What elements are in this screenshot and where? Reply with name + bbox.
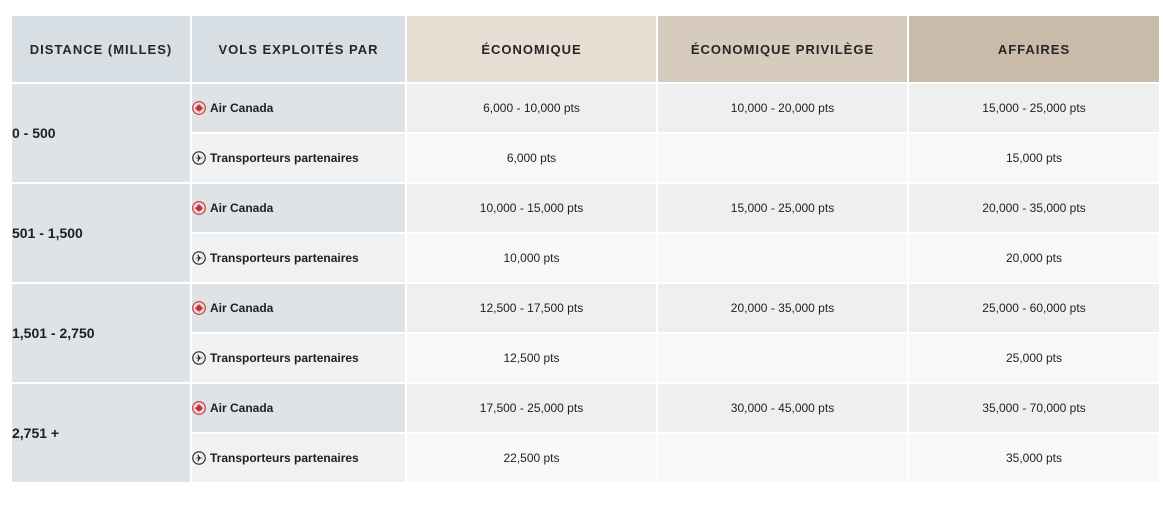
maple-leaf-icon [192,201,206,215]
award-chart-body [11,83,1160,483]
business-points: 15,000 pts [908,133,1160,183]
operator-cell [191,233,406,283]
table-row [11,183,1160,233]
maple-leaf-icon [192,301,206,315]
business-points: 20,000 pts [908,233,1160,283]
premium-economy-points: 20,000 - 35,000 pts [657,283,908,333]
economy-points: 6,000 pts [406,133,657,183]
distance-cell: 1,501 - 2,750 [11,283,191,383]
economy-points: 10,000 pts [406,233,657,283]
business-points: 25,000 pts [908,333,1160,383]
economy-points: 17,500 - 25,000 pts [406,383,657,433]
operator-cell [191,383,406,433]
economy-points: 12,500 - 17,500 pts [406,283,657,333]
business-points: 25,000 - 60,000 pts [908,283,1160,333]
premium-economy-points: 30,000 - 45,000 pts [657,383,908,433]
award-chart-table [10,14,1161,484]
economy-points: 6,000 - 10,000 pts [406,83,657,133]
distance-cell: 501 - 1,500 [11,183,191,283]
table-row [11,83,1160,133]
maple-leaf-icon [192,101,206,115]
header-premium-economy: ÉCONOMIQUE PRIVILÈGE [657,15,908,83]
header-economy: ÉCONOMIQUE [406,15,657,83]
header-business: AFFAIRES [908,15,1160,83]
economy-points: 10,000 - 15,000 pts [406,183,657,233]
operator-cell [191,133,406,183]
plane-circle-icon [192,151,206,165]
operator-cell [191,183,406,233]
premium-economy-points [657,433,908,483]
premium-economy-points [657,333,908,383]
premium-economy-points [657,133,908,183]
premium-economy-points [657,233,908,283]
operator-label: Transporteurs partenaires [210,351,359,365]
operator-label: Transporteurs partenaires [210,151,359,165]
operator-label: Air Canada [210,301,274,315]
operator-label: Air Canada [210,201,274,215]
operator-cell [191,83,406,133]
business-points: 20,000 - 35,000 pts [908,183,1160,233]
plane-circle-icon [192,451,206,465]
economy-points: 12,500 pts [406,333,657,383]
header-operated-by: VOLS EXPLOITÉS PAR [191,15,406,83]
distance-cell: 0 - 500 [11,83,191,183]
operator-cell [191,433,406,483]
plane-circle-icon [192,251,206,265]
operator-label: Transporteurs partenaires [210,451,359,465]
operator-label: Air Canada [210,101,274,115]
operator-label: Transporteurs partenaires [210,251,359,265]
header-row [11,15,1160,83]
business-points: 15,000 - 25,000 pts [908,83,1160,133]
header-distance: DISTANCE (MILLES) [11,15,191,83]
premium-economy-points: 10,000 - 20,000 pts [657,83,908,133]
operator-label: Air Canada [210,401,274,415]
business-points: 35,000 pts [908,433,1160,483]
premium-economy-points: 15,000 - 25,000 pts [657,183,908,233]
maple-leaf-icon [192,401,206,415]
operator-cell [191,283,406,333]
operator-cell [191,333,406,383]
economy-points: 22,500 pts [406,433,657,483]
distance-cell: 2,751 + [11,383,191,483]
business-points: 35,000 - 70,000 pts [908,383,1160,433]
table-row [11,283,1160,333]
table-row [11,383,1160,433]
plane-circle-icon [192,351,206,365]
